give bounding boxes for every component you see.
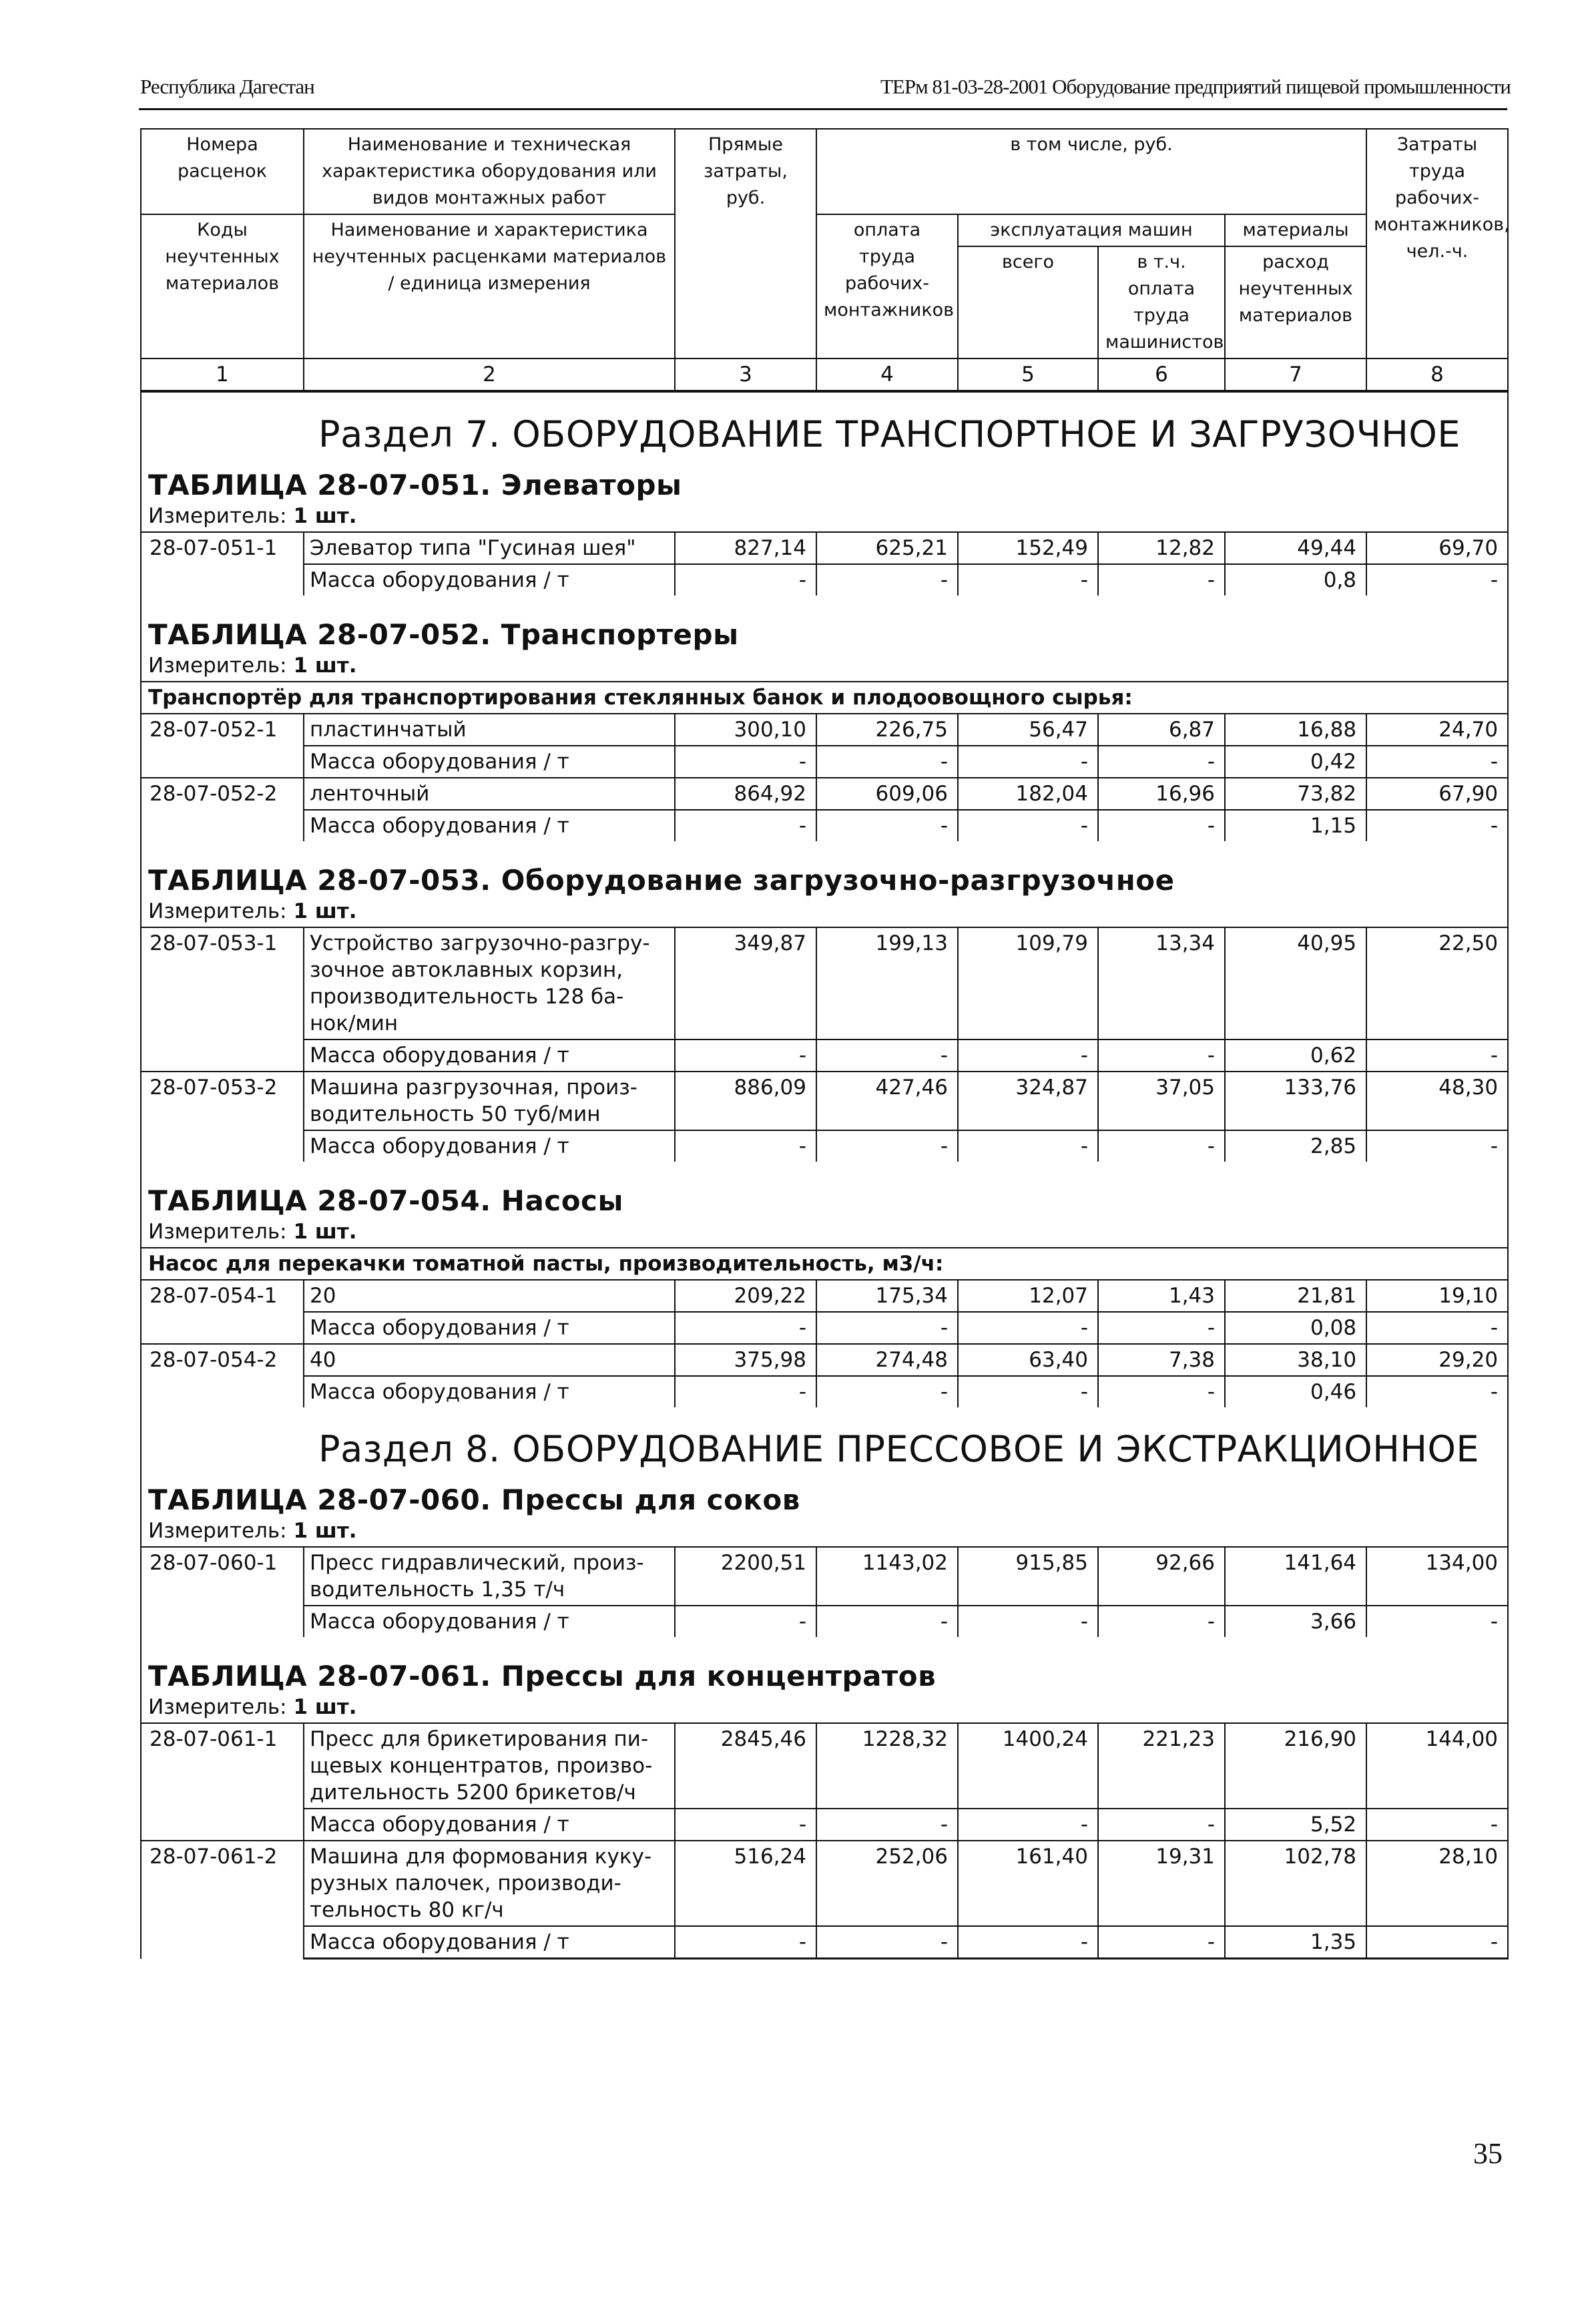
dash-cell: - [675,1376,816,1407]
item-desc [304,1723,675,1809]
meter-value: 1 шт. [293,899,357,923]
mass-value: 2,85 [1225,1130,1366,1162]
item-desc-line: Пресс гидравлический, произ- [310,1551,644,1575]
value-cell: 886,09 [675,1072,816,1130]
mass-label: Масса оборудования / т [304,746,675,778]
meter-line [141,896,1508,927]
table-row [141,746,1508,778]
value-cell: 1,43 [1098,1280,1225,1312]
mass-value: 0,08 [1225,1312,1366,1344]
col-number: 4 [816,359,958,391]
item-desc-line: Пресс для брикетирования пи- [310,1727,649,1751]
item-desc-line: 40 [310,1348,336,1372]
value-cell: 252,06 [816,1841,958,1926]
dash-cell: - [1366,1376,1508,1407]
mass-value: 1,15 [1225,810,1366,841]
value-cell: 134,00 [1366,1547,1508,1606]
item-desc-line: Элеватор типа "Гусиная шея" [310,536,636,560]
dash-cell: - [958,1312,1098,1344]
value-cell: 40,95 [1225,927,1366,1039]
mass-label: Масса оборудования / т [304,1376,675,1407]
value-cell: 216,90 [1225,1723,1366,1809]
item-desc-line: зочное автоклавных корзин, [310,958,623,982]
value-cell: 324,87 [958,1072,1098,1130]
dash-cell: - [1366,1606,1508,1637]
value-cell: 69,70 [1366,532,1508,564]
rate-code: 28-07-053-2 [141,1072,304,1162]
table-row [141,1072,1508,1130]
rate-code: 28-07-054-2 [141,1344,304,1407]
value-cell: 161,40 [958,1841,1098,1926]
table-row [141,1547,1508,1606]
item-desc-line: Машина разгрузочная, произ- [310,1076,637,1100]
rate-code: 28-07-051-1 [141,532,304,596]
item-desc-line: пластинчатый [310,718,467,742]
section-title: Раздел 8. ОБОРУДОВАНИЕ ПРЕССОВОЕ И ЭКСТРАКЦИОННОЕ [141,1407,1508,1485]
value-cell: 141,64 [1225,1547,1366,1606]
dash-cell: - [816,1606,958,1637]
value-cell: 133,76 [1225,1072,1366,1130]
item-desc-line: нок/мин [310,1011,398,1035]
item-desc [304,927,675,1039]
mass-label: Масса оборудования / т [304,1130,675,1162]
item-desc-line: 20 [310,1284,336,1308]
meter-value: 1 шт. [293,654,357,678]
item-desc [304,532,675,564]
value-cell: 19,10 [1366,1280,1508,1312]
item-desc-line: дительность 5200 брикетов/ч [310,1781,636,1805]
mass-label: Масса оборудования / т [304,564,675,596]
item-desc-line: производительность 128 ба- [310,985,624,1009]
value-cell: 7,38 [1098,1344,1225,1376]
value-cell: 221,23 [1098,1723,1225,1809]
table-row [141,1841,1508,1926]
col-number: 7 [1225,359,1366,391]
meter-label: Измеритель: [148,654,287,678]
table-title: ТАБЛИЦА 28-07-061. Прессы для концентратов [141,1661,1508,1692]
col5-header: всего [958,246,1098,359]
table-title: ТАБЛИЦА 28-07-051. Элеваторы [141,470,1508,501]
value-cell: 109,79 [958,927,1098,1039]
col-number: 2 [304,359,675,391]
value-cell: 199,13 [816,927,958,1039]
item-desc-line: ленточный [310,782,430,806]
value-cell: 226,75 [816,714,958,746]
dash-cell: - [1366,564,1508,596]
dash-cell: - [958,1606,1098,1637]
col-number: 5 [958,359,1098,391]
col4-header: оплата труда рабочих-монтажников [816,214,958,359]
mass-label: Масса оборудования / т [304,1809,675,1841]
table-row [141,1344,1508,1376]
dash-cell: - [958,1376,1098,1407]
group-heading: Насос для перекачки томатной пасты, производительность, м3/ч: [141,1248,1508,1280]
item-desc [304,1280,675,1312]
table-row [141,1280,1508,1312]
table-row [141,1723,1508,1809]
rate-code: 28-07-053-1 [141,927,304,1072]
dash-cell: - [1366,1809,1508,1841]
table-row [141,778,1508,810]
dash-cell: - [675,1130,816,1162]
table-row [141,1039,1508,1072]
col8-header: Затраты труда рабочих-монтажников, чел.-ч. [1366,129,1508,359]
table-title: ТАБЛИЦА 28-07-054. Насосы [141,1186,1508,1216]
group-heading: Транспортёр для транспортирования стеклянных банок и плодоовощного сырья: [141,682,1508,714]
dash-cell: - [816,1376,958,1407]
meter-label: Измеритель: [148,1695,287,1719]
item-desc-line: Устройство загрузочно-разгру- [310,931,650,955]
running-header-right: ТЕРм 81-03-28-2001 Оборудование предприятий пищевой промышленности [880,75,1511,98]
table-row [141,1809,1508,1841]
dash-cell: - [675,1809,816,1841]
dash-cell: - [1098,1130,1225,1162]
item-desc [304,1547,675,1606]
mass-value: 0,42 [1225,746,1366,778]
rates-table [140,128,1509,1959]
dash-cell: - [1098,564,1225,596]
mass-value: 3,66 [1225,1606,1366,1637]
rate-code: 28-07-052-2 [141,778,304,841]
value-cell: 182,04 [958,778,1098,810]
dash-cell: - [958,1130,1098,1162]
value-cell: 22,50 [1366,927,1508,1039]
table-row [141,810,1508,841]
dash-cell: - [816,1039,958,1072]
table-title: ТАБЛИЦА 28-07-052. Транспортеры [141,620,1508,650]
dash-cell: - [1098,810,1225,841]
value-cell: 21,81 [1225,1280,1366,1312]
section-title: Раздел 7. ОБОРУДОВАНИЕ ТРАНСПОРТНОЕ И ЗАГРУЗОЧНОЕ [141,391,1508,470]
value-cell: 67,90 [1366,778,1508,810]
value-cell: 300,10 [675,714,816,746]
item-desc [304,1344,675,1376]
meter-label: Измеритель: [148,899,287,923]
value-cell: 864,92 [675,778,816,810]
item-desc-line: тельность 80 кг/ч [310,1898,504,1922]
table-row [141,564,1508,596]
meter-label: Измеритель: [148,1220,287,1244]
col-number: 6 [1098,359,1225,391]
dash-cell: - [1098,1312,1225,1344]
col2-header-bottom: Наименование и характеристика неучтенных расценками материалов / единица измерения [304,214,675,359]
col1-header-top: Номера расценок [141,129,304,214]
value-cell: 63,40 [958,1344,1098,1376]
item-desc-line: водительность 1,35 т/ч [310,1578,565,1602]
value-cell: 49,44 [1225,532,1366,564]
value-cell: 92,66 [1098,1547,1225,1606]
meter-label: Измеритель: [148,1519,287,1543]
value-cell: 102,78 [1225,1841,1366,1926]
value-cell: 13,34 [1098,927,1225,1039]
dash-cell: - [1098,1376,1225,1407]
col6-header: в т.ч. оплата труда машинистов [1098,246,1225,359]
table-row [141,1312,1508,1344]
value-cell: 19,31 [1098,1841,1225,1926]
dash-cell: - [1366,810,1508,841]
value-cell: 209,22 [675,1280,816,1312]
dash-cell: - [675,1312,816,1344]
dash-cell: - [816,1130,958,1162]
mass-value: 1,35 [1225,1926,1366,1959]
dash-cell: - [675,1606,816,1637]
value-cell: 144,00 [1366,1723,1508,1809]
value-cell: 1228,32 [816,1723,958,1809]
table-row [141,714,1508,746]
col-number: 1 [141,359,304,391]
value-cell: 516,24 [675,1841,816,1926]
value-cell: 28,10 [1366,1841,1508,1926]
dash-cell: - [675,1039,816,1072]
value-cell: 38,10 [1225,1344,1366,1376]
incl-header: в том числе, руб. [816,129,1366,214]
value-cell: 827,14 [675,532,816,564]
dash-cell: - [816,564,958,596]
table-row [141,1130,1508,1162]
value-cell: 2845,46 [675,1723,816,1809]
dash-cell: - [816,810,958,841]
value-cell: 2200,51 [675,1547,816,1606]
table-row [141,927,1508,1039]
item-desc-line: Машина для формования куку- [310,1845,652,1869]
dash-cell: - [1098,1926,1225,1959]
meter-value: 1 шт. [293,1519,357,1543]
value-cell: 48,30 [1366,1072,1508,1130]
rate-code: 28-07-060-1 [141,1547,304,1637]
value-cell: 625,21 [816,532,958,564]
dash-cell: - [958,564,1098,596]
dash-cell: - [816,1926,958,1959]
value-cell: 274,48 [816,1344,958,1376]
dash-cell: - [1098,1606,1225,1637]
item-desc [304,714,675,746]
value-cell: 915,85 [958,1547,1098,1606]
value-cell: 1400,24 [958,1723,1098,1809]
dash-cell: - [675,810,816,841]
meter-value: 1 шт. [293,1695,357,1719]
dash-cell: - [675,1926,816,1959]
page-number: 35 [1473,2137,1503,2170]
dash-cell: - [1366,1130,1508,1162]
item-desc-line: водительность 50 туб/мин [310,1102,601,1126]
meter-value: 1 шт. [293,1220,357,1244]
mass-label: Масса оборудования / т [304,1926,675,1959]
table-row [141,1376,1508,1407]
value-cell: 24,70 [1366,714,1508,746]
machines-header: эксплуатация машин [958,214,1225,246]
mass-label: Масса оборудования / т [304,1312,675,1344]
header-rule [139,108,1507,110]
dash-cell: - [958,1039,1098,1072]
col7-header: расход неучтенных материалов [1225,246,1366,359]
value-cell: 37,05 [1098,1072,1225,1130]
col3-header: Прямые затраты, руб. [675,129,816,359]
running-header-left: Республика Дагестан [140,75,314,98]
value-cell: 375,98 [675,1344,816,1376]
dash-cell: - [958,1809,1098,1841]
dash-cell: - [958,1926,1098,1959]
meter-line [141,1516,1508,1547]
item-desc-line: рузных палочек, производи- [310,1871,621,1895]
rate-code: 28-07-054-1 [141,1280,304,1344]
dash-cell: - [958,810,1098,841]
dash-cell: - [816,1809,958,1841]
materials-header: материалы [1225,214,1366,246]
dash-cell: - [1366,746,1508,778]
dash-cell: - [1366,1039,1508,1072]
dash-cell: - [675,746,816,778]
value-cell: 427,46 [816,1072,958,1130]
mass-value: 5,52 [1225,1809,1366,1841]
table-row [141,532,1508,564]
meter-label: Измеритель: [148,504,287,528]
mass-value: 0,62 [1225,1039,1366,1072]
mass-label: Масса оборудования / т [304,810,675,841]
value-cell: 16,96 [1098,778,1225,810]
meter-line [141,501,1508,532]
meter-line [141,1216,1508,1248]
col2-header-top: Наименование и техническая характеристика оборудования или видов монтажных работ [304,129,675,214]
col-number: 8 [1366,359,1508,391]
rate-code: 28-07-061-2 [141,1841,304,1959]
dash-cell: - [816,1312,958,1344]
dash-cell: - [1366,1312,1508,1344]
dash-cell: - [1366,1926,1508,1959]
value-cell: 56,47 [958,714,1098,746]
value-cell: 16,88 [1225,714,1366,746]
meter-value: 1 шт. [293,504,357,528]
mass-label: Масса оборудования / т [304,1039,675,1072]
dash-cell: - [816,746,958,778]
dash-cell: - [958,746,1098,778]
value-cell: 175,34 [816,1280,958,1312]
mass-value: 0,8 [1225,564,1366,596]
table-title: ТАБЛИЦА 28-07-060. Прессы для соков [141,1485,1508,1516]
item-desc [304,778,675,810]
rate-code: 28-07-052-1 [141,714,304,778]
table-row [141,1926,1508,1959]
mass-label: Масса оборудования / т [304,1606,675,1637]
value-cell: 73,82 [1225,778,1366,810]
dash-cell: - [1098,1039,1225,1072]
dash-cell: - [1098,1809,1225,1841]
item-desc-line: щевых концентратов, произво- [310,1754,653,1778]
value-cell: 609,06 [816,778,958,810]
value-cell: 12,07 [958,1280,1098,1312]
value-cell: 349,87 [675,927,816,1039]
item-desc [304,1841,675,1926]
value-cell: 12,82 [1098,532,1225,564]
table-row [141,1606,1508,1637]
value-cell: 1143,02 [816,1547,958,1606]
value-cell: 29,20 [1366,1344,1508,1376]
value-cell: 152,49 [958,532,1098,564]
meter-line [141,650,1508,682]
col-number: 3 [675,359,816,391]
item-desc [304,1072,675,1130]
col1-header-bottom: Коды неучтенных материалов [141,214,304,359]
rate-code: 28-07-061-1 [141,1723,304,1841]
table-title: ТАБЛИЦА 28-07-053. Оборудование загрузочно-разгрузочное [141,865,1508,896]
meter-line [141,1692,1508,1723]
dash-cell: - [1098,746,1225,778]
dash-cell: - [675,564,816,596]
mass-value: 0,46 [1225,1376,1366,1407]
value-cell: 6,87 [1098,714,1225,746]
